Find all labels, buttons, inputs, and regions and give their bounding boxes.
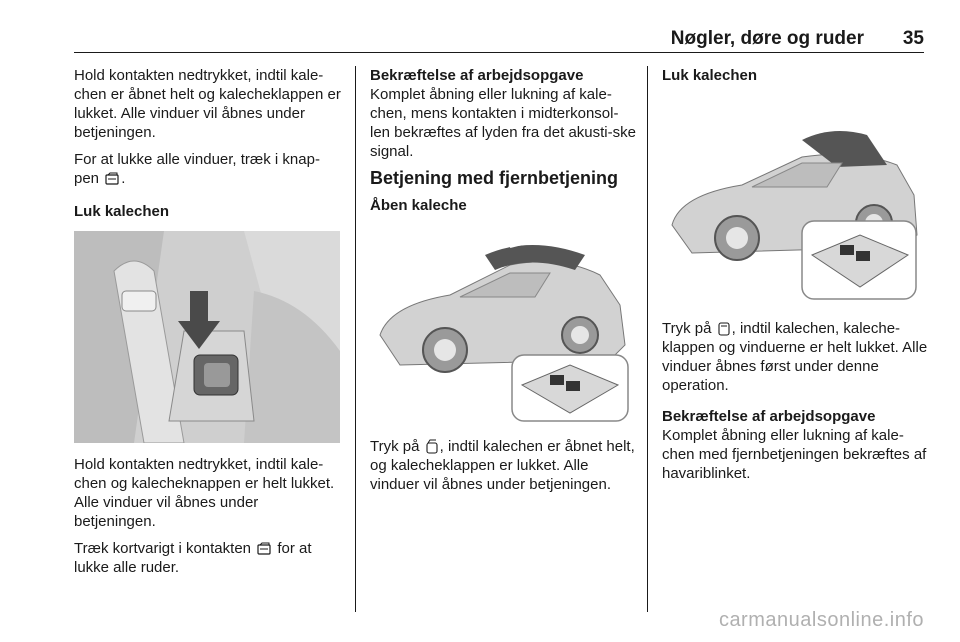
paragraph: Tryk på , indtil kalechen, kaleche‐klappen og vinduerne er helt lukket. Alle vinduer åbnes først under denne operation. [662, 320, 928, 394]
column-divider [355, 66, 356, 612]
paragraph: Tryk på , indtil kalechen er åbnet helt, og kalecheklappen er lukket. Alle vinduer vil åbnes under betjeningen. [370, 438, 635, 493]
window-switch-icon [105, 172, 119, 186]
section-heading: Bekræftelse af arbejdsopgave [370, 67, 584, 84]
page-number: 35 [902, 28, 924, 49]
section-heading: Bekræftelse af arbejdsopgave [662, 408, 876, 425]
roof-open-key-icon [426, 439, 438, 454]
section-heading: Luk kalechen [74, 203, 170, 220]
section-heading: Åben kaleche [370, 197, 467, 214]
paragraph: Hold kontakten nedtrykket, indtil kale‐chen er åbnet helt og kalecheklappen er lukket. Alle vinduer vil åbnes under betjeningen. [74, 67, 341, 141]
window-switch-icon [257, 542, 271, 556]
column-1 [74, 66, 342, 585]
column-divider [647, 66, 648, 612]
section-heading: Betjening med fjernbetjening [370, 168, 619, 188]
header-rule [74, 52, 924, 53]
watermark: carmanualsonline.info [718, 609, 924, 631]
paragraph: For at lukke alle vinduer, træk i knap‐pen . [74, 151, 320, 187]
car-closed-roof-illustration [662, 95, 924, 307]
paragraph: Hold kontakten nedtrykket, indtil kale‐chen og kalecheknappen er helt lukket. Alle vinduer vil åbnes under betjeningen. [74, 456, 335, 530]
paragraph: Træk kortvarigt i kontakten for at lukke alle ruder. [74, 540, 312, 576]
roof-close-key-icon [718, 321, 730, 336]
header-title: Nøgler, døre og ruder [670, 28, 864, 49]
section-heading: Luk kalechen [662, 67, 758, 84]
car-open-roof-illustration [370, 225, 632, 425]
paragraph: Komplet åbning eller lukning af kale‐chen med fjernbetjeningen bekræftes af havariblinket. [662, 427, 927, 482]
column-3 [662, 66, 928, 491]
paragraph: Komplet åbning eller lukning af kale‐chen, mens kontakten i midterkonsol‐len bekræftes af lyden fra det akusti‐ske signal. [370, 86, 636, 160]
column-2 [370, 66, 638, 502]
console-switch-illustration [74, 231, 340, 443]
